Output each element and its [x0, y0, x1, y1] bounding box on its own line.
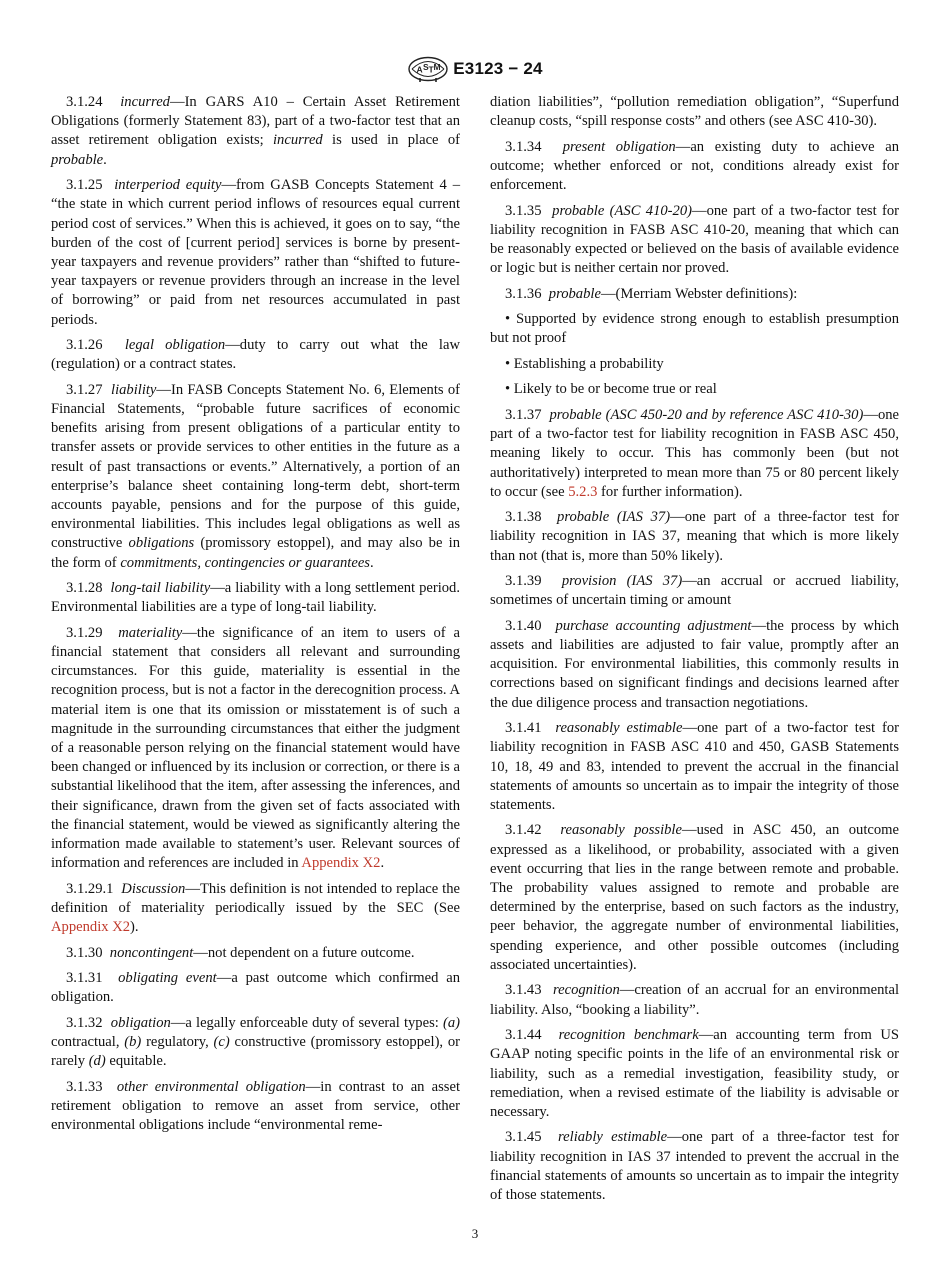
definition-3-1-44: 3.1.44 recognition benchmark—an accounting term from US GAAP noting specific points in the life of an environmental risk or liability, such as a remedial investigation, feasibility study, or remediation, when a revised estimate of the liability is advisable or necessary. — [490, 1027, 899, 1120]
bullet-item: • Establishing a probability — [505, 355, 664, 372]
definition-3-1-32: 3.1.32 obligation—a legally enforceable duty of several types: (a) contractual, (b) regulatory, (c) constructive (promissory estoppel), or rarely (d) equitable. — [51, 1014, 461, 1070]
definition-3-1-45: 3.1.45 reliably estimable—one part of a three-factor test for liability recognition in IAS 37 intended to prevent the accrual in the financial statements of amounts so uncertain as to impair the integrity of those statements. — [490, 1129, 900, 1204]
discussion-3-1-29-1: 3.1.29.1 Discussion—This definition is not intended to replace the definition of materiality periodically issued by the SEC (See Appendix X2). — [51, 880, 460, 936]
definition-3-1-33-continued: diation liabilities”, “pollution remediation obligation”, “Superfund cleanup costs, “spill response costs” and others (see ASC 410-30). — [490, 94, 899, 130]
astm-logo-icon — [407, 56, 449, 82]
bullet-item: • Likely to be or become true or real — [505, 381, 717, 398]
page-header — [0, 56, 950, 82]
definition-3-1-42: 3.1.42 reasonably possible—used in ASC 450, an outcome expressed as a likelihood, or probability, associated with a given event occurring that lies in the range between remote and probable. The probability values assigned to remote and probable are determined by the enterprise, based on such factors as the industry, peer behavior, the aggregate number of environmental liabilities, spending experience, and other possible outcomes (including associated uncertainties). — [490, 822, 900, 973]
definition-3-1-40: 3.1.40 purchase accounting adjustment—the process by which assets and liabilities are adjusted to fair value, promptly after an acquisition. For environmental liabilities, this commonly results in corrections based on significant findings and decisions learned after the due diligence process and transaction negotiations. — [490, 617, 900, 711]
definition-3-1-33: 3.1.33 other environmental obligation—in contrast to an asset retirement obligation to remove an asset from service, other environmental obligations include “environmental reme- — [51, 1078, 460, 1134]
bullet-item: • Supported by evidence strong enough to establish presumption but not proof — [490, 311, 899, 347]
page-number: 3 — [471, 1226, 479, 1241]
definition-3-1-31: 3.1.31 obligating event—a past outcome which confirmed an obligation. — [51, 970, 461, 1006]
definition-3-1-30: 3.1.30 noncontingent—not dependent on a future outcome. — [66, 944, 415, 961]
document-designation: E3123 − 24 — [453, 59, 543, 79]
definition-3-1-26: 3.1.26 legal obligation—duty to carry out what the law (regulation) or a contract states. — [51, 337, 460, 373]
definition-3-1-39: 3.1.39 provision (IAS 37)—an accrual or accrued liability, sometimes of uncertain timing or amount — [490, 573, 900, 609]
definition-3-1-28: 3.1.28 long-tail liability—a liability with a long settlement period. Environmental liabilities are a type of long-tail liability. — [51, 580, 461, 616]
svg-text:T: T — [428, 64, 434, 75]
section-5-2-3-link[interactable]: 5.2.3 — [568, 483, 598, 500]
svg-text:A: A — [416, 64, 423, 75]
svg-text:S: S — [423, 62, 429, 72]
definition-3-1-41: 3.1.41 reasonably estimable—one part of a two-factor test for liability recognition in FASB ASC 410 and 450, GASB Statements 10, 18, 49 and 83, intended to prevent the accrual in the financial statements of amounts so uncertain as to impair the integrity of those statements. — [490, 720, 899, 813]
definition-3-1-36: 3.1.36 probable—(Merriam Webster definitions): — [505, 285, 798, 302]
appendix-x2-link[interactable]: Appendix X2 — [51, 919, 131, 936]
svg-text:M: M — [433, 62, 441, 72]
appendix-x2-link[interactable]: Appendix X2 — [301, 855, 381, 872]
left-column — [51, 93, 460, 1142]
definition-3-1-29: 3.1.29 materiality—the significance of an item to users of a financial statement that considers all relevant and surrounding circumstances. For this guide, materiality is essential in the recognition process, but is not a factor in the derecognition process. A material item is one that its omission or misstatement is of such a magnitude in the surrounding circumstances that either the judgment of a reasonable person relying on the financial statement would have been changed or influenced by its inclusion or correction, or there is a substantial likelihood that the item, after assessing the inferences, and their significance, drawn from the given set of facts associated with the financial statement, would be viewed as significantly altering the information made available to statement’s user. Relevant sources of information and references are included in Appendix X2. — [51, 624, 461, 872]
definition-3-1-43: 3.1.43 recognition—creation of an accrual for an environmental liability. Also, “booking a liability”. — [490, 982, 899, 1018]
definition-3-1-24: 3.1.24 incurred—In GARS A10 – Certain Asset Retirement Obligations (formerly Statement 83), part of a two-factor test that an asset retirement obligation exists; incurred is used in place of probable. — [51, 94, 460, 168]
definition-3-1-38: 3.1.38 probable (IAS 37)—one part of a three-factor test for liability recognition in IAS 37, meaning that which is more likely than not (that is, more than 50% likely). — [490, 509, 900, 564]
right-column — [490, 93, 899, 1212]
definition-3-1-25: 3.1.25 interperiod equity—from GASB Concepts Statement 4 – “the state in which current period inflows of resources equal current period cost of services.” When this is achieved, it goes on to say, “the burden of the cost of [current period] services is borne by present-year taxpayers and revenue providers” rather than “shifted to future-year taxpayers or revenue providers through an increase in the level of borrowing” or paid from net resources accumulated in past periods. — [51, 177, 460, 328]
definition-3-1-27: 3.1.27 liability—In FASB Concepts Statement No. 6, Elements of Financial Statements, “probable future sacrifices of economic benefits arising from present obligations of a particular entity to transfer assets or provide services to other entities in the future as a result of past transactions or events.” Alternatively, a portion of an enterprise’s balance sheet containing long-term debt, short-term accounts payable, pensions and for the purpose of this guide, environmental liabilities. This includes legal obligations as well as constructive obligations (promissory estoppel), and may also be in the form of commitments, contingencies or guarantees. — [51, 381, 461, 571]
definition-3-1-37: 3.1.37 probable (ASC 450-20 and by reference ASC 410-30)—one part of a two-factor test for liability recognition in FASB ASC 450, meaning likely to occur. This has commonly been (but not authoritatively) interpreted to mean more than 75 or 80 percent likely to occur (see 5.2.3 for further information). — [490, 406, 900, 500]
definition-3-1-34: 3.1.34 present obligation—an existing duty to achieve an outcome; whether enforced or not, conditions already exist for enforcement. — [490, 138, 899, 194]
definition-3-1-35: 3.1.35 probable (ASC 410-20)—one part of a two-factor test for liability recognition in FASB ASC 410-20, meaning that which can be reasonably expected or believed on the basis of available evidence or logic but is neither certain nor proved. — [490, 202, 900, 277]
